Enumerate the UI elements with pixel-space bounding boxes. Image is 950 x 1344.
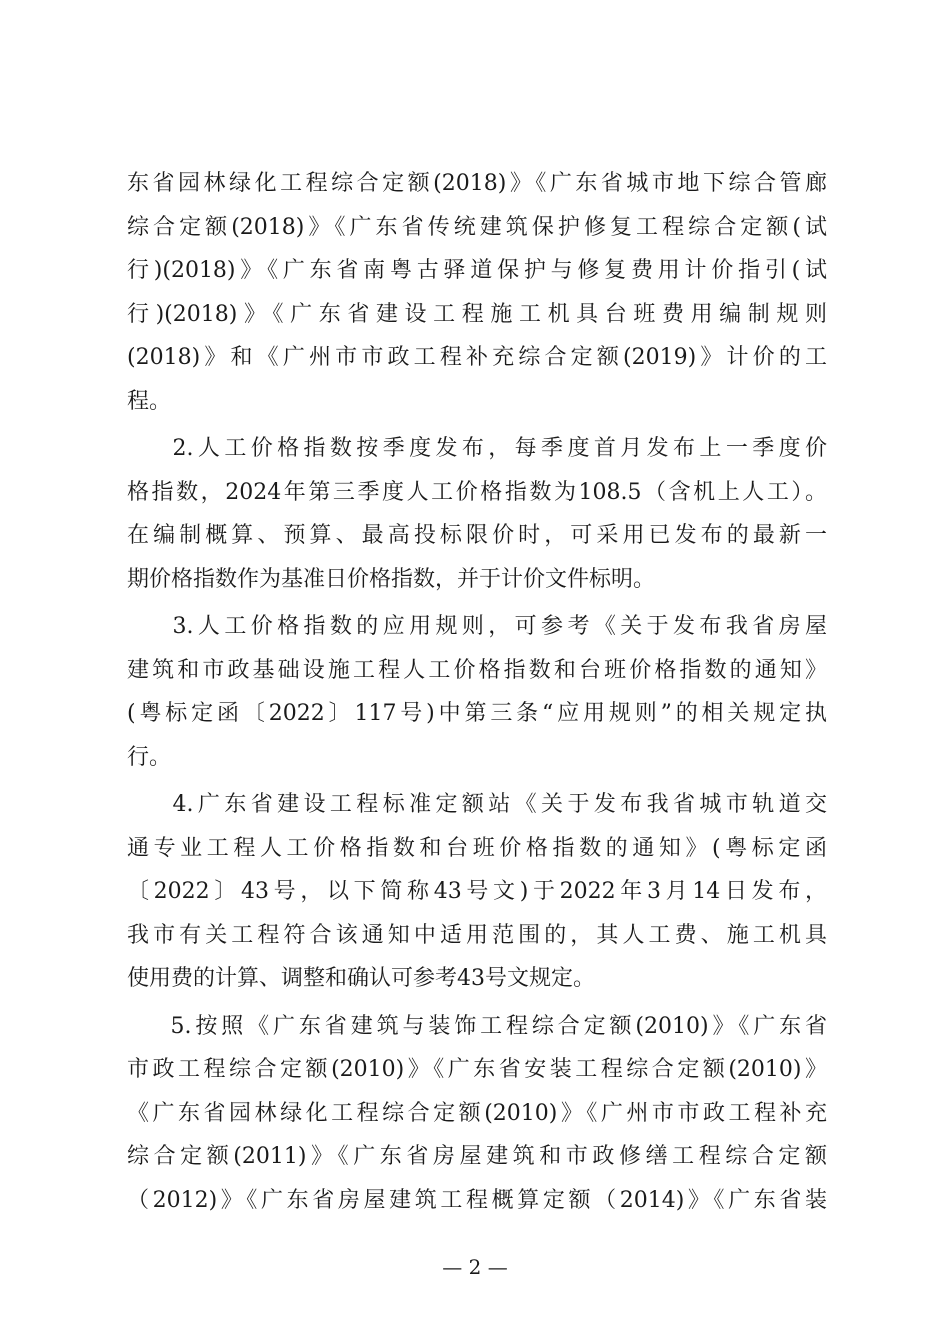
text-line: 3.人工价格指数的应用规则，可参考《关于发布我省房屋 xyxy=(127,614,827,639)
text-line: 东省园林绿化工程综合定额(2018)》《广东省城市地下综合管廊 xyxy=(127,171,827,196)
paragraph-1 xyxy=(127,162,827,423)
text-line: 〔2022〕43号，以下简称43号文)于2022年3月14日发布， xyxy=(127,879,827,904)
text-line: 建筑和市政基础设施工程人工价格指数和台班价格指数的通知》 xyxy=(127,657,827,683)
text-line: 2.人工价格指数按季度发布，每季度首月发布上一季度价 xyxy=(127,436,827,461)
text-line: 在编制概算、预算、最高投标限价时，可采用已发布的最新一 xyxy=(127,523,827,548)
paragraph-2 xyxy=(127,427,827,601)
text-line: (2018)》和《广州市市政工程补充综合定额(2019)》计价的工 xyxy=(127,345,827,370)
text-line: 程。 xyxy=(127,388,172,414)
paragraph-5 xyxy=(127,1005,827,1223)
text-line: 行)(2018)》《广东省建设工程施工机具台班费用编制规则 xyxy=(127,301,827,327)
text-line: 我市有关工程符合该通知中适用范围的，其人工费、施工机具 xyxy=(127,922,827,948)
text-line: （2012)》《广东省房屋建筑工程概算定额（2014)》《广东省装 xyxy=(127,1187,827,1213)
text-line: 《广东省园林绿化工程综合定额(2010)》《广州市市政工程补充 xyxy=(127,1100,827,1126)
text-line: 市政工程综合定额(2010)》《广东省安装工程综合定额(2010)》 xyxy=(127,1057,827,1082)
paragraph-3 xyxy=(127,605,827,779)
text-line: 行)(2018)》《广东省南粤古驿道保护与修复费用计价指引(试 xyxy=(127,258,827,283)
text-line: 格指数，2024年第三季度人工价格指数为108.5（含机上人工）。 xyxy=(127,479,827,505)
text-line: 期价格指数作为基准日价格指数，并于计价文件标明。 xyxy=(127,566,656,592)
text-line: 5.按照《广东省建筑与装饰工程综合定额(2010)》《广东省 xyxy=(127,1013,827,1039)
text-line: 行。 xyxy=(127,744,172,770)
text-line: 4.广东省建设工程标准定额站《关于发布我省城市轨道交 xyxy=(127,792,827,817)
body-text xyxy=(127,162,827,1222)
text-line: 使用费的计算、调整和确认可参考43号文规定。 xyxy=(127,966,595,991)
paragraph-4 xyxy=(127,783,827,1001)
text-line: 通专业工程人工价格指数和台班价格指数的通知》(粤标定函 xyxy=(127,835,827,861)
text-line: 综合定额(2018)》《广东省传统建筑保护修复工程综合定额(试 xyxy=(127,214,827,240)
text-line: 综合定额(2011)》《广东省房屋建筑和市政修缮工程综合定额 xyxy=(127,1144,827,1169)
page-number: — 2 — xyxy=(442,1255,508,1279)
text-line: (粤标定函〔2022〕117号)中第三条“应用规则”的相关规定执 xyxy=(127,701,827,726)
